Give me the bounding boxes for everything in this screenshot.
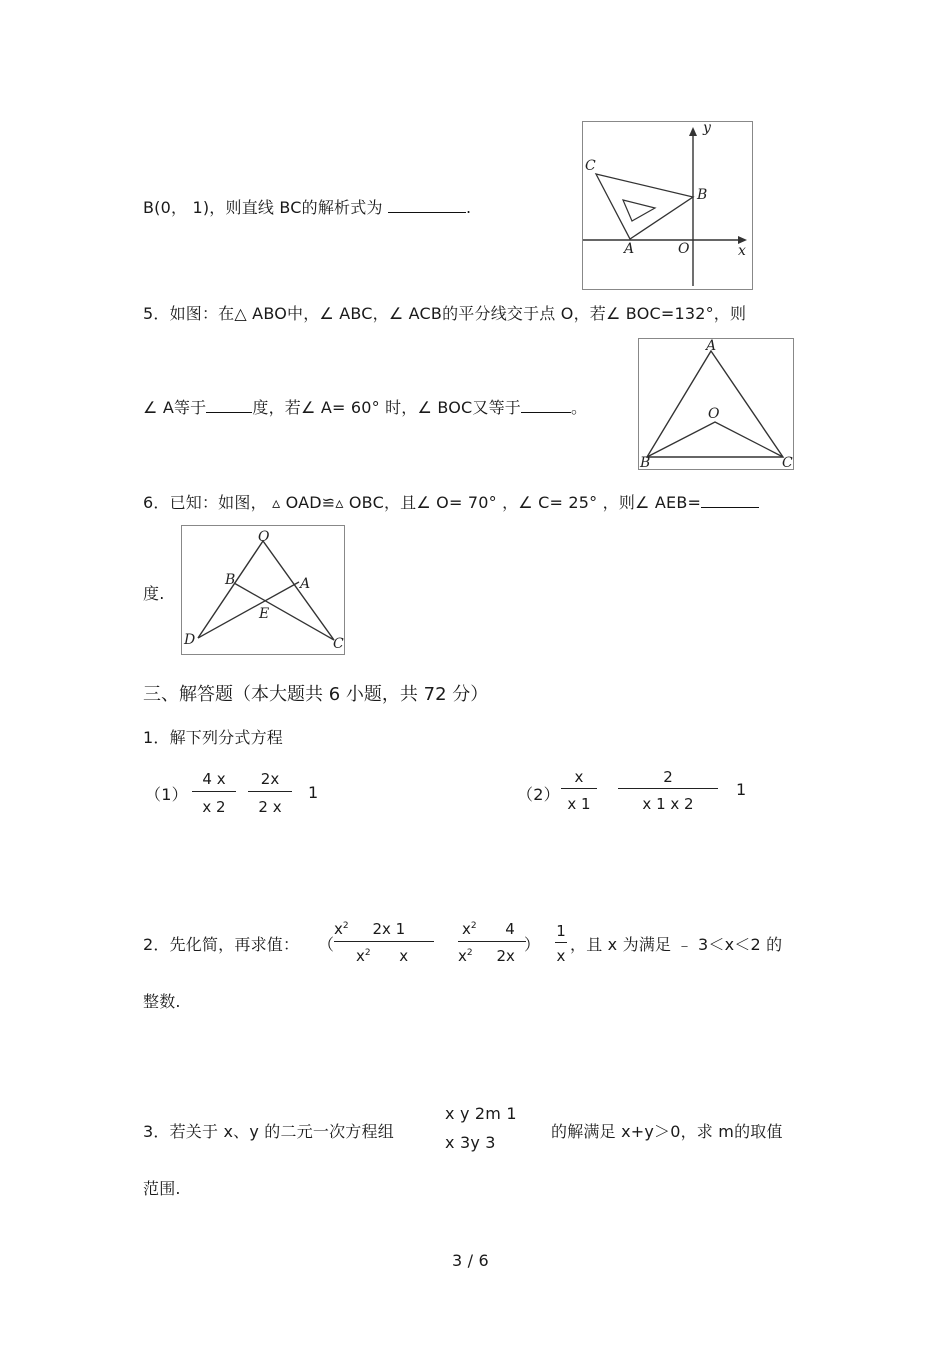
p1-eq2-f2-den: x 1 x 2 — [642, 795, 694, 813]
p3-line2: 范围. — [143, 1179, 181, 1198]
p1-eq1-f1-num: 4 x — [202, 770, 226, 788]
p2-f3-den: x — [556, 947, 566, 965]
label-d: D — [184, 632, 196, 648]
p2-f2-num — [462, 920, 532, 938]
label-a: A — [706, 339, 717, 354]
p2-f2-den-rest: 2x — [496, 947, 515, 965]
p2-f2-den-exp: 2 — [466, 948, 473, 958]
label-c: C — [333, 636, 344, 652]
p2-f1-bar — [334, 941, 434, 942]
p1-eq1-f1-bar — [192, 791, 236, 792]
p2-f1-den — [356, 947, 436, 965]
segment-bc — [234, 583, 334, 640]
p2-tail: ，且 x 为满足 ﹣ 3＜x＜2 的 — [570, 935, 783, 954]
p1-stem: 1．解下列分式方程 — [143, 728, 283, 747]
label-c: C — [585, 158, 596, 174]
p1-eq1-rhs: 1 — [308, 783, 319, 802]
q6-figure-svg — [182, 526, 344, 654]
q5-blank-1 — [206, 412, 252, 413]
page-number: 3 / 6 — [452, 1251, 489, 1270]
q6-answer-blank — [701, 507, 759, 508]
q4-figure-svg — [583, 122, 752, 289]
label-e: E — [259, 606, 270, 622]
p2-f1-den-exp: 2 — [364, 948, 371, 958]
q5-figure-svg — [639, 339, 793, 469]
p2-line2: 整数. — [143, 992, 181, 1011]
q6-line1 — [143, 490, 759, 513]
p1-eq1-f2-num: 2x — [260, 770, 280, 788]
p2-f2-bar — [458, 941, 526, 942]
p2-f2-num-exp: 2 — [470, 921, 477, 931]
triangle-abc — [596, 174, 693, 239]
sides-od-oc — [198, 541, 334, 640]
label-b: B — [640, 455, 651, 469]
q4-figure — [582, 121, 753, 290]
p3-lead: 3．若关于 x、y 的二元一次方程组 — [143, 1122, 394, 1141]
section-title: 三、解答题（本大题共 6 小题，共 72 分） — [143, 684, 489, 705]
q5-line2-a: ∠ A等于 — [143, 398, 207, 417]
q6-line1-text: 6．已知：如图， ▵ OAD≌▵ OBC，且∠ O= 70° ，∠ C= 25° ，则∠ AEB= — [143, 493, 702, 512]
label-x: x — [738, 243, 746, 259]
p1-eq1-f2-bar — [248, 791, 292, 792]
q6-figure — [181, 525, 345, 655]
q5-figure — [638, 338, 794, 470]
q4-text — [143, 195, 471, 218]
p2-f1-num-rest: 2x 1 — [372, 920, 406, 938]
p3-system-row1: x y 2m 1 — [445, 1104, 517, 1123]
p1-eq2-f1-den: x 1 — [567, 795, 591, 813]
q5-line2-c: 。 — [571, 398, 588, 417]
q5-blank-2 — [521, 412, 571, 413]
p1-eq2-f2-bar — [618, 788, 718, 789]
p3-system-row2: x 3y 3 — [445, 1133, 496, 1152]
label-b: B — [225, 572, 236, 588]
p2-f1-den-rest: x — [399, 947, 409, 965]
p1-eq1-label: （1） — [145, 785, 188, 804]
label-o: O — [708, 406, 720, 422]
p2-f2-den-x: x — [458, 947, 467, 965]
q4-text-end: . — [465, 198, 472, 217]
p2-f1-num — [334, 920, 434, 938]
label-y: y — [703, 122, 711, 136]
p2-open-paren: （ — [318, 935, 335, 954]
segment-da — [198, 582, 299, 638]
p2-f2-num-x: x — [462, 920, 471, 938]
p2-f1-num-exp: 2 — [342, 921, 349, 931]
p3-tail: 的解满足 x+y＞0，求 m的取值 — [551, 1122, 783, 1141]
label-o: O — [258, 529, 270, 545]
inner-triangle — [623, 200, 655, 221]
p1-eq1-f2-den: 2 x — [258, 798, 282, 816]
label-b: B — [697, 187, 708, 203]
triangle-abc — [647, 351, 783, 457]
p1-eq2-f1-bar — [561, 788, 597, 789]
label-a: A — [300, 576, 311, 592]
p1-eq2-f1-num: x — [574, 768, 584, 786]
p2-f3-num: 1 — [556, 922, 566, 940]
q5-line1: 5．如图：在△ ABO中，∠ ABC，∠ ACB的平分线交于点 O，若∠ BOC=132°，则 — [143, 304, 747, 323]
p1-eq2-rhs: 1 — [736, 780, 747, 799]
p2-lead: 2．先化简，再求值： — [143, 935, 300, 954]
label-a: A — [624, 241, 635, 257]
q5-line2-b: 度，若∠ A= 60° 时，∠ BOC又等于 — [252, 398, 521, 417]
p2-close-paren: ） — [524, 935, 541, 954]
y-axis-arrow — [689, 127, 697, 136]
p2-f1-num-x: x — [334, 920, 343, 938]
q6-line2: 度. — [143, 584, 165, 603]
p2-f3-bar — [555, 942, 567, 943]
q4-text-main: B(0， 1)，则直线 BC的解析式为 — [143, 198, 388, 217]
p1-eq1-f1-den: x 2 — [202, 798, 226, 816]
q4-answer-blank — [388, 212, 466, 213]
p1-eq2-f2-num: 2 — [663, 768, 673, 786]
label-c: C — [782, 455, 793, 469]
p2-f1-den-x: x — [356, 947, 365, 965]
label-o: O — [678, 241, 690, 257]
p1-eq2-label: （2） — [517, 785, 560, 804]
p2-f2-num-rest: 4 — [505, 920, 515, 938]
q5-line2 — [143, 395, 587, 418]
